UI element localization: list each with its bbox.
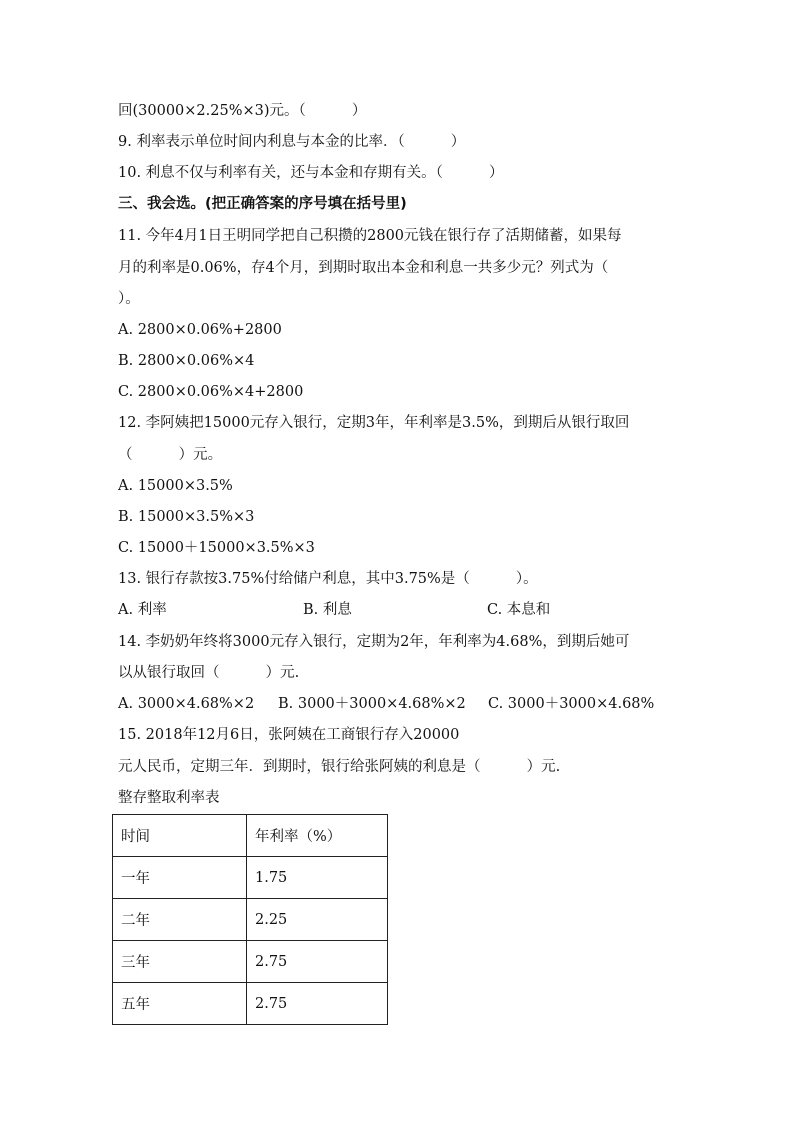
table-cell-rate: 2.75	[247, 983, 388, 1025]
question-14-option-c: C. 3000＋3000×4.68%	[488, 696, 655, 712]
question-11-line-1: 11. 今年4月1日王明同学把自己积攒的2800元钱在银行存了活期储蓄，如果每	[118, 228, 622, 244]
question-11-option-a: A. 2800×0.06%+2800	[118, 322, 282, 338]
table-header-cell: 时间	[113, 815, 247, 857]
table-cell-term: 二年	[113, 899, 247, 941]
table-cell-term: 五年	[113, 983, 247, 1025]
table-cell-term: 一年	[113, 857, 247, 899]
line-answer-continuation: 回(30000×2.25%×3)元。（ ）	[118, 103, 367, 119]
interest-rate-table	[112, 814, 388, 1025]
question-11-option-b: B. 2800×0.06%×4	[118, 353, 255, 369]
question-13-option-a: A. 利率	[118, 602, 167, 618]
question-14-line-1: 14. 李奶奶年终将3000元存入银行，定期为2年，年利率为4.68%，到期后她可	[118, 634, 630, 650]
table-row	[113, 899, 388, 941]
question-12-line-2: （ ）元。	[118, 447, 223, 463]
question-10: 10. 利息不仅与利率有关，还与本金和存期有关。（ ）	[118, 165, 504, 181]
question-11-line-2: 月的利率是0.06%，存4个月，到期时取出本金和利息一共多少元？列式为（	[118, 260, 609, 276]
table-header-row	[113, 815, 388, 857]
question-14-line-2: 以从银行取回（ ）元.	[118, 665, 300, 681]
question-9: 9. 利率表示单位时间内利息与本金的比率．（ ）	[118, 134, 466, 150]
table-title: 整存整取利率表	[118, 790, 220, 806]
table-cell-rate: 2.75	[247, 941, 388, 983]
question-12-option-b: B. 15000×3.5%×3	[118, 509, 255, 525]
table-row	[113, 941, 388, 983]
question-15-line-1: 15. 2018年12月6日，张阿姨在工商银行存入20000	[118, 727, 460, 743]
section-3-heading: 三、我会选。(把正确答案的序号填在括号里)	[118, 196, 407, 212]
question-14-option-a: A. 3000×4.68%×2	[118, 696, 255, 712]
question-12-option-c: C. 15000＋15000×3.5%×3	[118, 540, 315, 556]
question-12-option-a: A. 15000×3.5%	[118, 478, 233, 494]
table-row	[113, 983, 388, 1025]
question-13-option-b: B. 利息	[303, 602, 352, 618]
table-cell-rate: 2.25	[247, 899, 388, 941]
table-cell-term: 三年	[113, 941, 247, 983]
question-11-line-3: ）。	[118, 291, 140, 307]
table-row	[113, 857, 388, 899]
question-13-option-c: C. 本息和	[487, 602, 551, 618]
question-12-line-1: 12. 李阿姨把15000元存入银行，定期3年，年利率是3.5%，到期后从银行取回	[118, 415, 630, 431]
table-cell-rate: 1.75	[247, 857, 388, 899]
question-14-option-b: B. 3000＋3000×4.68%×2	[278, 696, 466, 712]
question-13: 13. 银行存款按3.75%付给储户利息，其中3.75%是（ ）。	[118, 571, 538, 587]
question-11-option-c: C. 2800×0.06%×4+2800	[118, 384, 304, 400]
question-15-line-2: 元人民币，定期三年．到期时，银行给张阿姨的利息是（ ）元.	[118, 759, 561, 775]
table-header-cell: 年利率（%）	[247, 815, 388, 857]
